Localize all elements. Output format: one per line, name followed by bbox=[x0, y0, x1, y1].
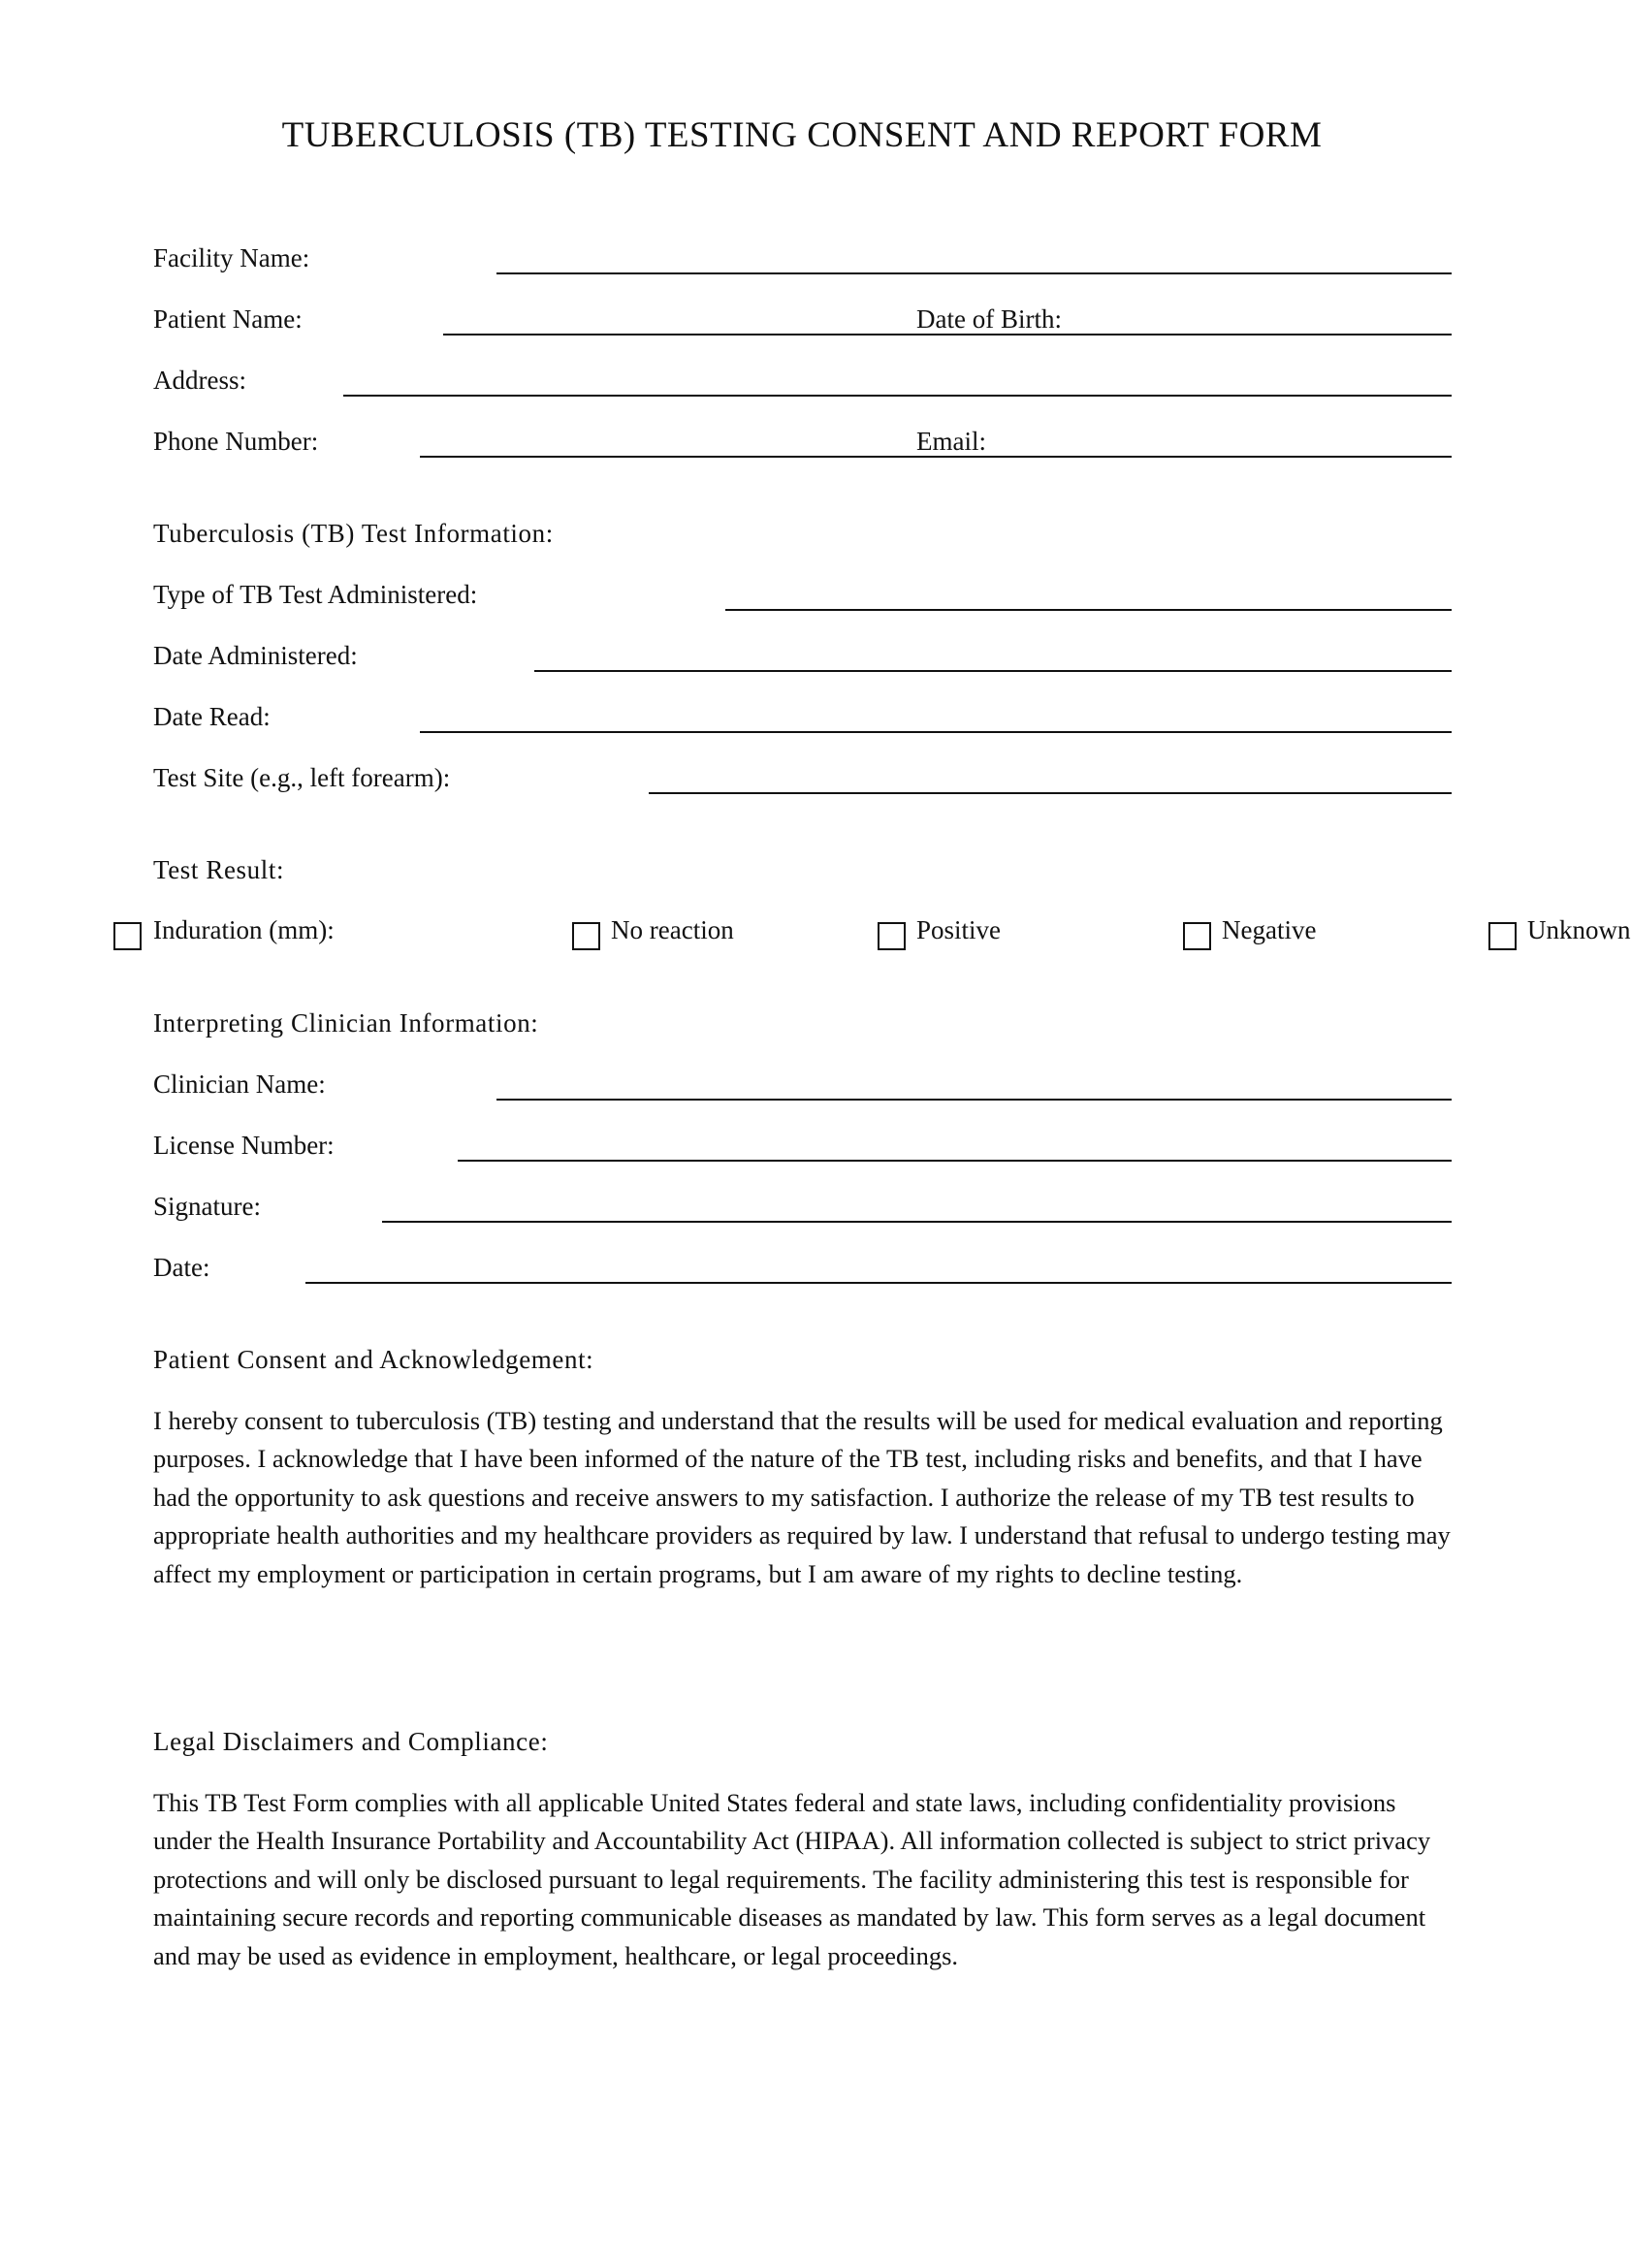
date-read-label: Date Read: bbox=[153, 702, 271, 731]
signature-field[interactable] bbox=[382, 1221, 1452, 1223]
license-number-field[interactable] bbox=[458, 1160, 1452, 1162]
facility-name-field[interactable] bbox=[496, 272, 1452, 274]
consent-heading: Patient Consent and Acknowledgement: bbox=[153, 1345, 594, 1374]
date-administered-field[interactable] bbox=[534, 670, 1452, 672]
date-of-birth-field[interactable] bbox=[916, 334, 1452, 335]
phone-number-label: Phone Number: bbox=[153, 427, 319, 456]
no-reaction-label: No reaction bbox=[611, 915, 734, 944]
positive-checkbox[interactable] bbox=[878, 922, 906, 950]
patient-name-field[interactable] bbox=[443, 334, 916, 335]
test-type-field[interactable] bbox=[725, 609, 1452, 611]
legal-text: This TB Test Form complies with all applicable United States federal and state laws, including confidentiality provisions under the Health Insurance Portability and Accountability Act (HIPAA). All information collected is subject to strict privacy protections and will only be disclosed pursuant to legal requirements. The facility administering this test is responsible for maintaining secure records and reporting communicable diseases as mandated by law. This form serves as a legal document and may be used as evidence in employment, healthcare, or legal proceedings. bbox=[153, 1788, 1431, 1970]
clinician-name-label: Clinician Name: bbox=[153, 1070, 326, 1099]
unknown-checkbox[interactable] bbox=[1488, 922, 1517, 950]
consent-text: I hereby consent to tuberculosis (TB) testing and understand that the results will be used for medical evaluation and reporting purposes. I acknowledge that I have been informed of the nature of the TB test, including risks and benefits, and that I have had the opportunity to ask questions and receive answers to my satisfaction. I authorize the release of my TB test results to appropriate health authorities and my healthcare providers as required by law. I understand that refusal to undergo testing may affect my employment or participation in certain programs, but I am aware of my rights to decline testing. bbox=[153, 1406, 1451, 1588]
test-site-field[interactable] bbox=[649, 792, 1452, 794]
test-site-label: Test Site (e.g., left forearm): bbox=[153, 763, 451, 792]
legal-heading: Legal Disclaimers and Compliance: bbox=[153, 1727, 549, 1756]
induration-checkbox[interactable] bbox=[113, 922, 142, 950]
form-title: TUBERCULOSIS (TB) TESTING CONSENT AND REPORT FORM bbox=[281, 115, 1323, 155]
clinician-date-label: Date: bbox=[153, 1253, 210, 1282]
clinician-heading: Interpreting Clinician Information: bbox=[153, 1008, 539, 1038]
signature-label: Signature: bbox=[153, 1192, 261, 1221]
no-reaction-checkbox[interactable] bbox=[572, 922, 600, 950]
email-field[interactable] bbox=[916, 456, 1452, 458]
address-label: Address: bbox=[153, 366, 246, 395]
facility-name-label: Facility Name: bbox=[153, 243, 310, 272]
date-of-birth-label: Date of Birth: bbox=[916, 304, 1062, 334]
date-administered-label: Date Administered: bbox=[153, 641, 358, 670]
test-info-heading: Tuberculosis (TB) Test Information: bbox=[153, 519, 554, 548]
negative-label: Negative bbox=[1222, 915, 1317, 944]
negative-checkbox[interactable] bbox=[1183, 922, 1211, 950]
address-field[interactable] bbox=[343, 395, 1452, 397]
email-label: Email: bbox=[916, 427, 986, 456]
induration-label: Induration (mm): bbox=[153, 915, 335, 944]
test-type-label: Type of TB Test Administered: bbox=[153, 580, 478, 609]
test-result-heading: Test Result: bbox=[153, 855, 285, 884]
license-number-label: License Number: bbox=[153, 1131, 335, 1160]
patient-name-label: Patient Name: bbox=[153, 304, 303, 334]
positive-label: Positive bbox=[916, 915, 1002, 944]
clinician-date-field[interactable] bbox=[305, 1282, 1452, 1284]
clinician-name-field[interactable] bbox=[496, 1099, 1452, 1101]
unknown-label: Unknown bbox=[1527, 915, 1631, 944]
date-read-field[interactable] bbox=[420, 731, 1452, 733]
phone-number-field[interactable] bbox=[420, 456, 916, 458]
